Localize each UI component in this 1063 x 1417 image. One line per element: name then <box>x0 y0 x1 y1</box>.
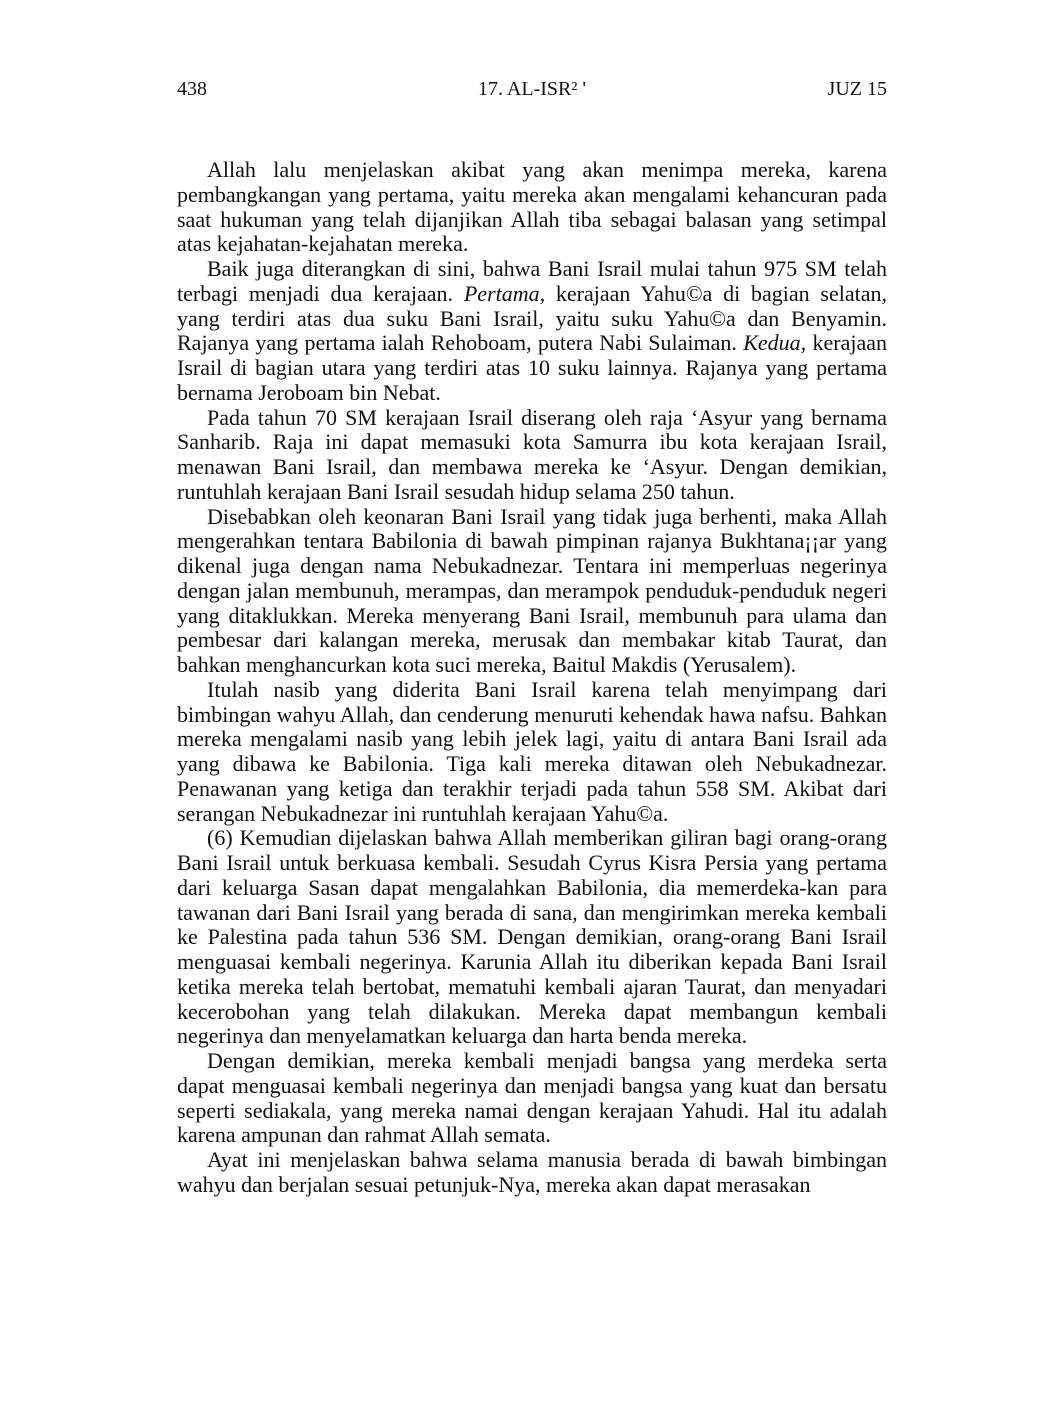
paragraph-text: (6) Kemudian dijelaskan bahwa Allah memberikan giliran bagi orang-orang Bani Israil untuk berkuasa kembali. Sesudah Cyrus Kisra Persia yang pertama dari keluarga Sasan dapat mengalahkan Babilonia, dia memerdeka-kan para tawanan dari Bani Israil yang berada di sana, dan mengirimkan mereka kembali ke Palestina pada tahun 536 SM. Dengan demikian, orang-orang Bani Israil menguasai kembali negerinya. Karunia Allah itu diberikan kepada Bani Israil ketika mereka telah bertobat, mematuhi kembali ajaran Taurat, dan menyadari kecerobohan yang telah dilakukan. Mereka dapat membangun kembali negerinya dan menyelamatkan keluarga dan harta benda mereka. <box>177 825 887 1049</box>
paragraph-text: kerajaan Israil di bagian utara yang terdiri atas 10 suku lainnya. Rajanya yang pertama bernama Jeroboam bin Nebat. <box>177 330 887 405</box>
paragraph <box>177 257 887 406</box>
paragraph <box>177 678 887 827</box>
paragraph <box>177 158 887 257</box>
emphasis-text: Pertama, <box>463 280 546 306</box>
paragraph <box>177 505 887 678</box>
juz-label: JUZ 15 <box>827 78 887 100</box>
paragraph-text: Disebabkan oleh keonaran Bani Israil yang tidak juga berhenti, maka Allah mengerahkan tentara Babilonia di bawah pimpinan rajanya Bukhtana¡¡ar yang dikenal juga dengan nama Nebukadnezar. Tentara ini memperluas negerinya dengan jalan membunuh, merampas, dan merampok penduduk-penduduk negeri yang ditaklukkan. Mereka menyerang Bani Israil, membunuh para ulama dan pembesar dari kalangan mereka, merusak dan membakar kitab Taurat, dan bahkan menghancurkan kota suci mereka, Baitul Makdis (Yerusalem). <box>177 503 887 677</box>
paragraph-text: Ayat ini menjelaskan bahwa selama manusia berada di bawah bimbingan wahyu dan berjalan sesuai petunjuk-Nya, mereka akan dapat merasakan <box>177 1147 887 1197</box>
emphasis-text: Kedua, <box>743 330 807 356</box>
page-number: 438 <box>177 78 207 100</box>
paragraph <box>177 826 887 1049</box>
paragraph-text: Pada tahun 70 SM kerajaan Israil diserang oleh raja ‘Asyur yang bernama Sanharib. Raja ini dapat memasuki kota Samurra ibu kota kerajaan Israil, menawan Bani Israil, dan membawa mereka ke ‘Asyur. Dengan demikian, runtuhlah kerajaan Bani Israil sesudah hidup selama 250 tahun. <box>177 404 887 504</box>
paragraph <box>177 1148 887 1198</box>
body-text <box>177 158 887 1198</box>
paragraph <box>177 1049 887 1148</box>
paragraph-text: Dengan demikian, mereka kembali menjadi bangsa yang merdeka serta dapat menguasai kembali negerinya dan menjadi bangsa yang kuat dan bersatu seperti sediakala, yang mereka namai dengan kerajaan Yahudi. Hal itu adalah karena ampunan dan rahmat Allah semata. <box>177 1048 887 1148</box>
paragraph-text: kerajaan Yahu©a di bagian selatan, yang terdiri atas dua suku Bani Israil, yaitu suku Yahu©a dan Benyamin. Rajanya yang pertama ialah Rehoboam, putera Nabi Sulaiman. <box>177 280 887 356</box>
paragraph-text: Allah lalu menjelaskan akibat yang akan menimpa mereka, karena pembangkangan yang pertama, yaitu mereka akan mengalami kehancuran pada saat hukuman yang telah dijanjikan Allah tiba sebagai balasan yang setimpal atas kejahatan-kejahatan mereka. <box>177 157 887 257</box>
running-header <box>177 74 887 104</box>
paragraph-text: Baik juga diterangkan di sini, bahwa Bani Israil mulai tahun 975 SM telah terbagi menjadi dua kerajaan. <box>177 256 887 306</box>
paragraph <box>177 406 887 505</box>
chapter-title: 17. AL-ISR² ' <box>478 78 586 100</box>
paragraph-text: Itulah nasib yang diderita Bani Israil karena telah menyimpang dari bimbingan wahyu Allah, dan cenderung menuruti kehendak hawa nafsu. Bahkan mereka mengalami nasib yang lebih jelek lagi, yaitu di antara Bani Israil ada yang dibawa ke Babilonia. Tiga kali mereka ditawan oleh Nebukadnezar. Penawanan yang ketiga dan terakhir terjadi pada tahun 558 SM. Akibat dari serangan Nebukadnezar ini runtuhlah kerajaan Yahu©a. <box>177 676 887 826</box>
